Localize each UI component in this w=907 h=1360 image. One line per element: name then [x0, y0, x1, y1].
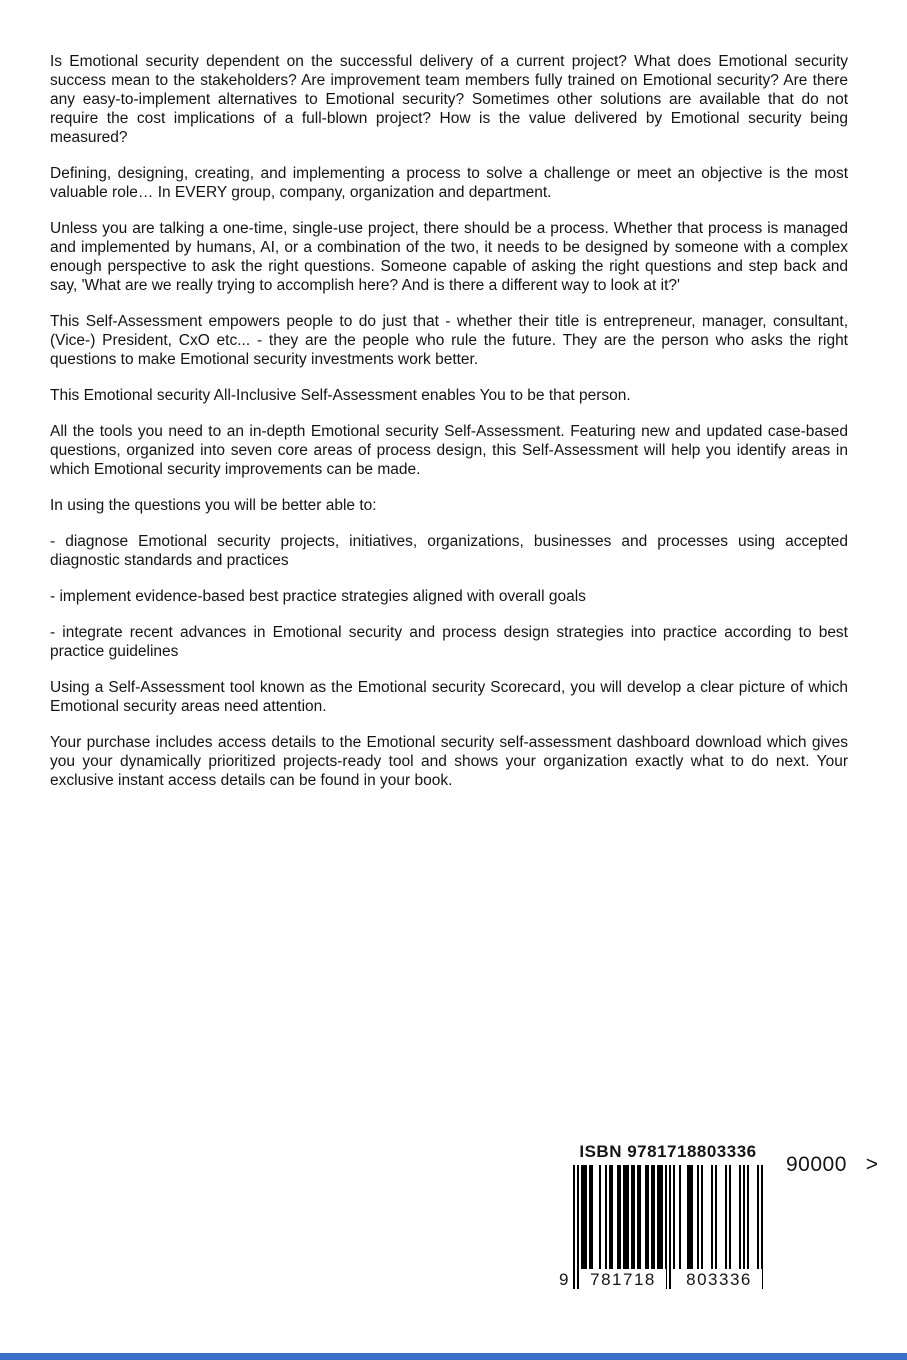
bullet-integrate: - integrate recent advances in Emotional security and process design strategies into practice according to best practice guidelines — [50, 624, 848, 660]
description-text — [50, 52, 848, 807]
isbn-barcode-block — [559, 1142, 882, 1293]
price-code-block — [774, 1142, 882, 1293]
barcode-digit-group: 781718 — [580, 1269, 666, 1291]
paragraph-empowers: This Self-Assessment empowers people to do just that - whether their title is entrepreneur, manager, consultant, (Vice-) President, CxO etc... - they are the people who rule the future. They are the person who asks the right questions to make Emotional security investments work better. — [50, 313, 848, 368]
bullet-diagnose: - diagnose Emotional security projects, initiatives, organizations, businesses and processes using accepted diagnostic standards and practices — [50, 533, 848, 569]
barcode-digit-group: 9 — [559, 1269, 572, 1291]
isbn-number: ISBN 9781718803336 — [579, 1142, 757, 1161]
paragraph-tools: All the tools you need to an in-depth Emotional security Self-Assessment. Featuring new and updated case-based questions, organized into seven core areas of process design, this Self-Assessment will help you identify areas in which Emotional security improvements can be made. — [50, 423, 848, 478]
paragraph-better-able: In using the questions you will be better able to: — [50, 497, 377, 514]
price-code: 90000 — [786, 1153, 847, 1176]
cover-bottom-strip — [0, 1353, 907, 1360]
paragraph-scorecard: Using a Self-Assessment tool known as the Emotional security Scorecard, you will develop a clear picture of which Emotional security areas need attention. — [50, 679, 848, 715]
paragraph-process: Unless you are talking a one-time, single-use project, there should be a process. Whether that process is managed and implemented by humans, AI, or a combination of the two, it needs to be designed by someone with a complex enough perspective to ask the right questions. Someone capable of asking the right questions and step back and say, 'What are we really trying to accomplish here? And is there a different way to look at it?' — [50, 220, 848, 294]
barcode-bars-wrap — [559, 1165, 774, 1293]
paragraph-purchase: Your purchase includes access details to the Emotional security self-assessment dashboard download which gives you your dynamically prioritized projects-ready tool and shows your organization exactly what to do next. Your exclusive instant access details can be found in your book. — [50, 734, 848, 789]
barcode-main — [559, 1142, 774, 1293]
bullet-implement: - implement evidence-based best practice strategies aligned with overall goals — [50, 588, 586, 605]
paragraph-all-inclusive: This Emotional security All-Inclusive Self-Assessment enables You to be that person. — [50, 387, 631, 404]
paragraph-defining: Defining, designing, creating, and implementing a process to solve a challenge or meet an objective is the most valuable role… In EVERY group, company, organization and department. — [50, 165, 848, 201]
price-marker-icon: > — [865, 1153, 878, 1176]
paragraph-questions: Is Emotional security dependent on the successful delivery of a current project? What does Emotional security success mean to the stakeholders? Are improvement team members fully trained on Emotional security? Are there any easy-to-implement alternatives to Emotional security? Sometimes other solutions are available that do not require the cost implications of a full-blown project? How is the value delivered by Emotional security being measured? — [50, 53, 848, 146]
barcode-digit-group: 803336 — [676, 1269, 762, 1291]
